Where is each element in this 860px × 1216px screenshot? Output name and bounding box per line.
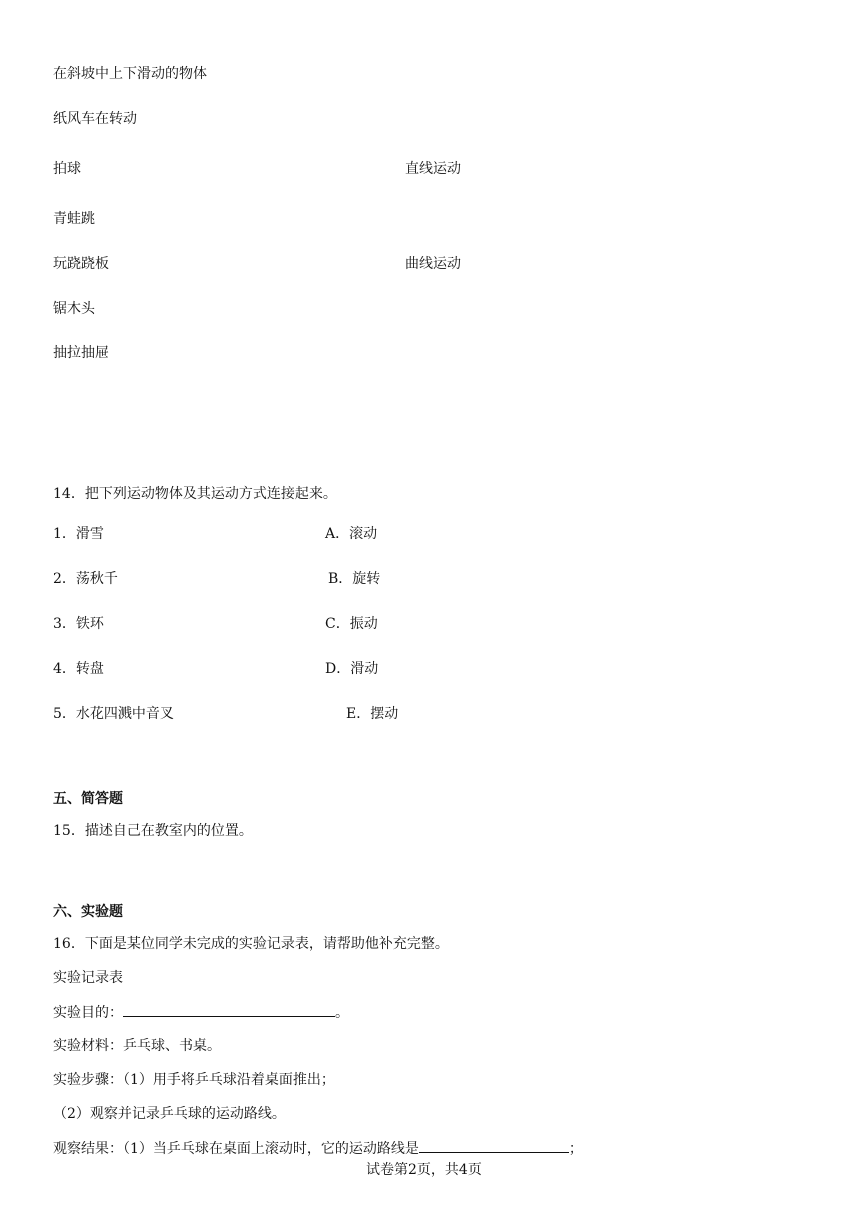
purpose-label: 实验目的： — [53, 1005, 123, 1021]
q14-right-item-e: E．摆动 — [346, 706, 399, 722]
record-table-title: 实验记录表 — [53, 970, 123, 986]
match13-left-item-5: 玩跷跷板 — [53, 256, 109, 272]
match13-left-item-4: 青蛙跳 — [53, 211, 95, 227]
q14-right-item-d: D．滑动 — [325, 661, 379, 677]
section6-heading: 六、实验题 — [53, 904, 123, 920]
match13-left-item-7: 抽拉抽屉 — [53, 345, 109, 361]
purpose-blank[interactable] — [123, 1002, 335, 1017]
q14-left-item-3: 3．铁环 — [53, 616, 104, 632]
q16-prompt: 16．下面是某位同学未完成的实验记录表，请帮助他补充完整。 — [53, 936, 449, 952]
purpose-end: 。 — [335, 1005, 349, 1021]
match13-right-item-1: 直线运动 — [405, 161, 461, 177]
steps-line-1: 实验步骤：（1）用手将乒乓球沿着桌面推出； — [53, 1072, 335, 1088]
result-blank[interactable] — [419, 1138, 569, 1153]
q14-left-item-4: 4．转盘 — [53, 661, 104, 677]
result-label: 观察结果：（1）当乒乓球在桌面上滚动时，它的运动路线是 — [53, 1141, 419, 1157]
q14-left-item-1: 1．滑雪 — [53, 526, 104, 542]
purpose-line — [53, 1002, 349, 1023]
q14-prompt: 14．把下列运动物体及其运动方式连接起来。 — [53, 486, 337, 502]
steps-line-2: （2）观察并记录乒乓球的运动路线。 — [53, 1106, 286, 1122]
match13-left-item-6: 锯木头 — [53, 301, 95, 317]
q15-prompt: 15．描述自己在教室内的位置。 — [53, 823, 253, 839]
result-end: ； — [568, 1141, 583, 1157]
match13-left-item-2: 纸风车在转动 — [53, 111, 137, 127]
q14-right-item-b: B．旋转 — [328, 571, 381, 587]
result-line — [53, 1138, 583, 1159]
q14-right-item-c: C．振动 — [325, 616, 378, 632]
match13-left-item-1: 在斜坡中上下滑动的物体 — [53, 66, 207, 82]
q14-left-item-2: 2．荡秋千 — [53, 571, 118, 587]
match13-right-item-2: 曲线运动 — [405, 256, 461, 272]
materials-line: 实验材料：乒乓球、书桌。 — [53, 1038, 221, 1054]
match13-left-item-3: 拍球 — [53, 161, 81, 177]
q14-left-item-5: 5．水花四溅中音叉 — [53, 706, 174, 722]
section5-heading: 五、简答题 — [53, 791, 123, 807]
page-footer: 试卷第2页，共4页 — [366, 1162, 482, 1178]
q14-right-item-a: A．滚动 — [325, 526, 378, 542]
